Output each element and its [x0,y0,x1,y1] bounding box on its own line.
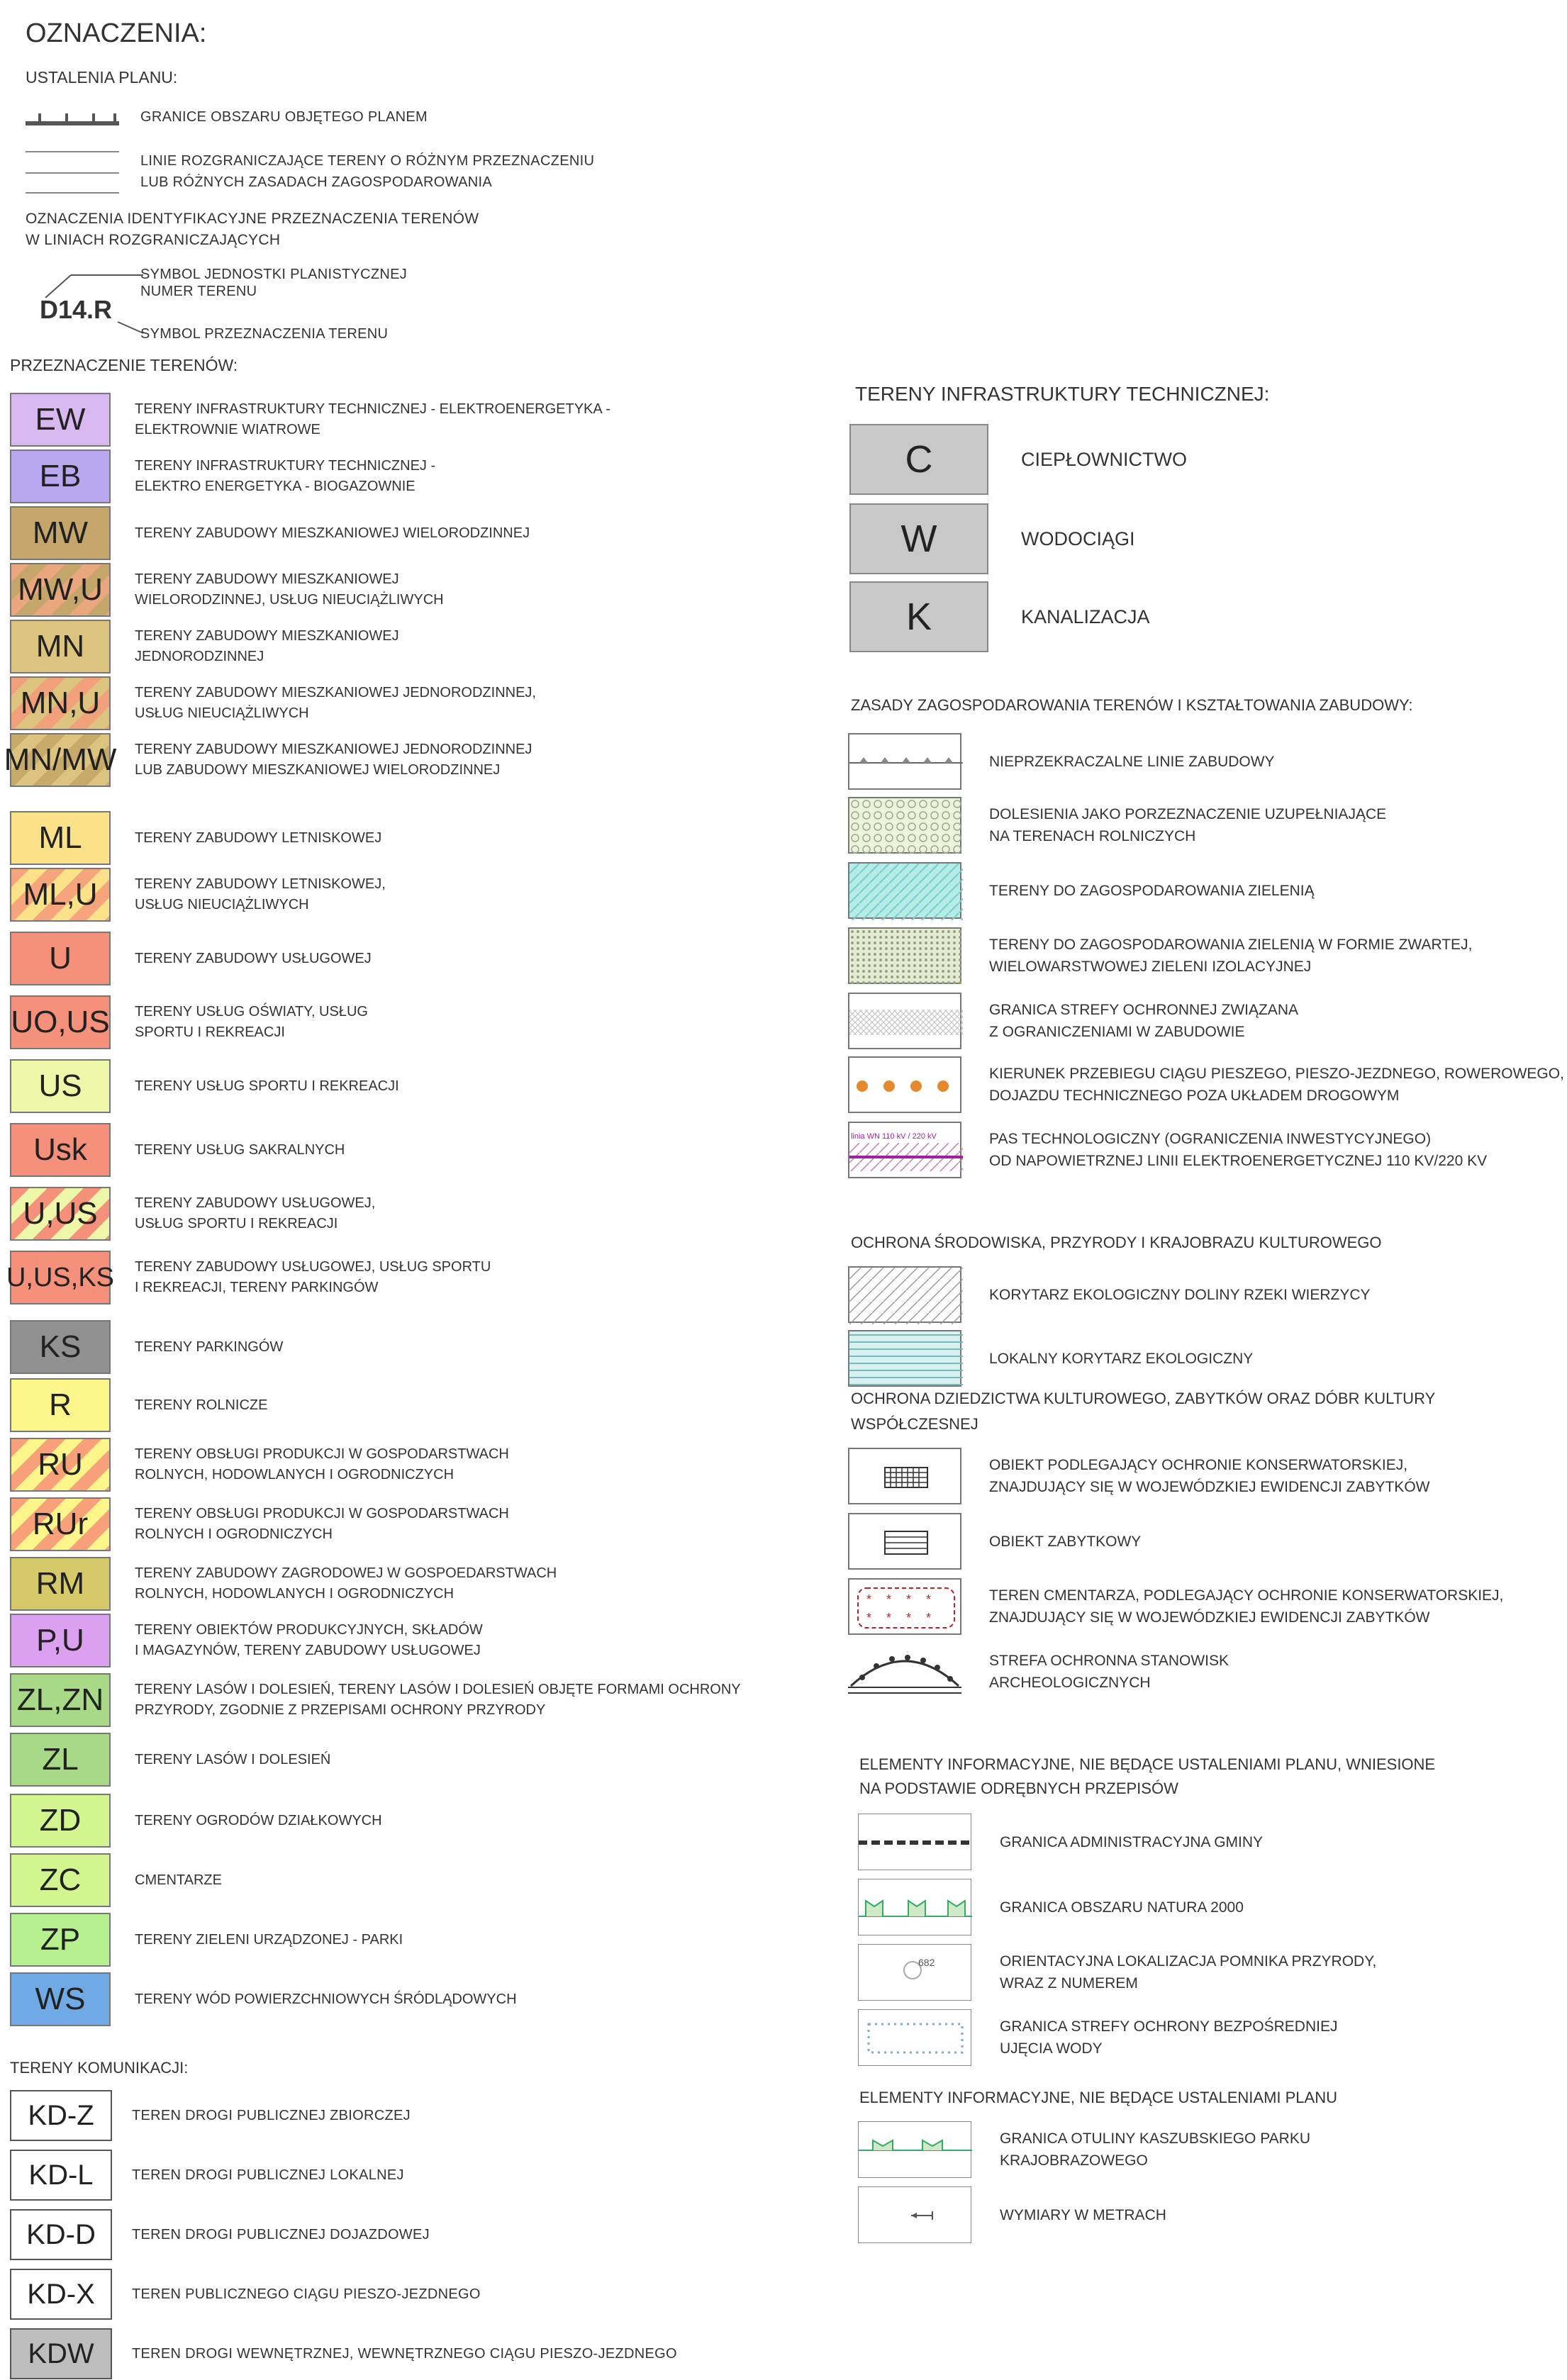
svg-text:*: * [906,1592,912,1607]
svg-text:*: * [866,1611,872,1625]
symbol-jednostki-label: SYMBOL JEDNOSTKI PLANISTYCZNEJ [140,267,408,282]
landuse-label: TERENY LASÓW I DOLESIEŃ [135,1751,331,1767]
svg-text:*: * [866,1592,872,1607]
swatch-uo-us: UO,US [10,995,111,1049]
infra-label: WODOCIĄGI [1021,527,1135,549]
ustalenia-heading: USTALENIA PLANU: [26,68,178,86]
landuse-label: TERENY OGRODÓW DZIAŁKOWYCH [135,1812,382,1828]
swatch-ew: EW [10,393,111,447]
swatch-rur: RUr [10,1497,111,1551]
swatch-ws: WS [10,1972,111,2026]
korytarz-lokalny-label: LOKALNY KORYTARZ EKOLOGICZNY [989,1350,1254,1367]
informacyjne-heading-2: NA PODSTAWIE ODRĘBNYCH PRZEPISÓW [859,1780,1178,1797]
landuse-label: TERENY ZABUDOWY MIESZKANIOWEJ JEDNORODZINNEJ [135,628,399,664]
swatch-zl-zn: ZL,ZN [10,1673,111,1727]
przeznaczenie-heading: PRZEZNACZENIE TERENÓW: [10,356,238,374]
oznaczenia-label-1: OZNACZENIA IDENTYFIKACYJNE PRZEZNACZENIA TERENÓW [26,211,479,227]
komunikacja-heading: TERENY KOMUNIKACJI: [10,2059,189,2077]
swatch-eb: EB [10,449,111,503]
monument-icon [858,1944,971,2001]
svg-text:*: * [906,1611,912,1625]
landuse-label: TERENY INFRASTRUKTURY TECHNICZNEJ - ELEKTROENERGETYKA - ELEKTROWNIE WIATROWE [135,401,610,437]
swatch-kd-x: KD-X [10,2269,112,2320]
landuse-label: TERENY ZABUDOWY USŁUGOWEJ [135,950,372,966]
informacyjne-heading-1: ELEMENTY INFORMACYJNE, NIE BĘDĄCE USTALENIAMI PLANU, WNIESIONE [859,1755,1436,1773]
swatch-kdw: KDW [10,2328,112,2379]
elementy-heading: ELEMENTY INFORMACYJNE, NIE BĘDĄCE USTALENIAMI PLANU [859,2089,1337,2106]
landuse-label: TERENY ZABUDOWY MIESZKANIOWEJ JEDNORODZINNEJ, USŁUG NIEUCIĄŻLIWYCH [135,685,536,721]
ochrona-srodowiska-heading: OCHRONA ŚRODOWISKA, PRZYRODY I KRAJOBRAZU KULTUROWEGO [851,1234,1382,1251]
swatch-kd-z: KD-Z [10,2090,112,2141]
landuse-label: TERENY PARKINGÓW [135,1339,284,1355]
zasady-label: PAS TECHNOLOGICZNY (OGRANICZENIA INWESTYCYJNEGO) OD NAPOWIETRZNEJ LINII ELEKTROENERGETYCZNEJ 110 KV/220 KV [989,1131,1488,1169]
swatch-mw: MW [10,506,111,560]
lines-object-icon [848,1513,961,1570]
landuse-label: TERENY WÓD POWIERZCHNIOWYCH ŚRÓDLĄDOWYCH [135,1991,517,2007]
example-code: D14.R [40,295,113,324]
landuse-label: CMENTARZE [135,1872,222,1888]
infra-box-c: C [849,424,988,495]
svg-text:*: * [886,1611,892,1625]
swatch-zl: ZL [10,1733,111,1787]
teal-hatch-pattern [848,862,961,919]
swatch-ml-u: ML,U [10,868,111,922]
landuse-label: TERENY ZABUDOWY LETNISKOWEJ [135,829,382,846]
horizontal-lines-pattern [848,1330,961,1387]
swatch-kd-l: KD-L [10,2150,112,2201]
infra-label: CIEPŁOWNICTWO [1021,448,1187,470]
landuse-label: TERENY ROLNICZE [135,1397,268,1413]
infra-box-w: W [849,503,988,574]
dense-green-pattern [848,927,961,984]
landuse-label: TERENY ZABUDOWY MIESZKANIOWEJ WIELORODZINNEJ [135,525,530,541]
zasady-label: TERENY DO ZAGOSPODAROWANIA ZIELENIĄ [989,882,1315,899]
dimension-icon [858,2186,971,2243]
landuse-label: TERENY USŁUG SPORTU I REKREACJI [135,1078,399,1094]
landuse-label: TERENY ZIELENI URZĄDZONEJ - PARKI [135,1931,403,1948]
water-zone-icon [858,2009,971,2066]
zasady-label: GRANICA STREFY OCHRONNEJ ZWIĄZANA Z OGRANICZENIAMI W ZABUDOWIE [989,1002,1298,1040]
linie-label-2: LUB RÓŻNYCH ZASADACH ZAGOSPODAROWANIA [140,174,492,190]
ochrona_dziedzictwa-label: STREFA OCHRONNA STANOWISK ARCHEOLOGICZNYCH [989,1653,1229,1691]
informacyjne-label: GRANICA OBSZARU NATURA 2000 [1000,1899,1244,1916]
dividing-lines-symbol [26,149,119,196]
infra-box-k: K [849,581,988,652]
swatch-usk: Usk [10,1123,111,1177]
svg-text:*: * [886,1592,892,1607]
informacyjne-label: GRANICA ADMINISTRACYJNA GMINY [1000,1833,1264,1850]
swatch-mn-u: MN,U [10,676,111,730]
gray-crosshatch-pattern [848,993,961,1049]
landuse-label: TERENY INFRASTRUKTURY TECHNICZNEJ - ELEKTRO ENERGETYKA - BIOGAZOWNIE [135,458,436,494]
landuse-label: TERENY LASÓW I DOLESIEŃ, TERENY LASÓW I DOLESIEŃ OBJĘTE FORMAMI OCHRONY PRZYRODY, ZGODNIE Z PRZEPISAMI OCHRONY PRZYRODY [135,1682,741,1718]
korytarz-doliny-label: KORYTARZ EKOLOGICZNY DOLINY RZEKI WIERZYCY [989,1286,1371,1303]
linie-label-1: LINIE ROZGRANICZAJĄCE TERENY O RÓŻNYM PRZEZNACZENIU [140,153,595,169]
landuse-label: TERENY ZABUDOWY LETNISKOWEJ, USŁUG NIEUCIĄŻLIWYCH [135,876,386,912]
cemetery-icon [848,1578,961,1635]
zasady-heading: ZASADY ZAGOSPODAROWANIA TERENÓW I KSZTAŁTOWANIA ZABUDOWY: [851,696,1413,714]
landuse-label: TERENY ZABUDOWY USŁUGOWEJ, USŁUG SPORTU I REKREACJI [135,1195,376,1231]
monument-number: 682 [918,1957,935,1968]
komunikacja-label: TEREN DROGI PUBLICZNEJ LOKALNEJ [132,2167,404,2183]
grid-object-icon [848,1448,961,1504]
informacyjne-label: ORIENTACYJNA LOKALIZACJA POMNIKA PRZYRODY, WRAZ Z NUMEREM [1000,1953,1377,1991]
symbol-przeznaczenia-label: SYMBOL PRZEZNACZENIA TERENU [140,326,389,342]
swatch-u-us-ks: U,US,KS [10,1251,111,1304]
swatch-u: U [10,932,111,985]
swatch-mn-mw: MN/MW [10,733,111,787]
landuse-label: TERENY ZABUDOWY USŁUGOWEJ, USŁUG SPORTU I REKREACJI, TERENY PARKINGÓW [135,1259,491,1295]
komunikacja-label: TEREN DROGI WEWNĘTRZNEJ, WEWNĘTRZNEGO CIĄGU PIESZO-JEZDNEGO [132,2346,677,2362]
powerline-pattern [848,1122,961,1178]
landuse-label: TERENY OBIEKTÓW PRODUKCYJNYCH, SKŁADÓW I MAGAZYNÓW, TERENY ZABUDOWY USŁUGOWEJ [135,1622,483,1658]
informacyjne-label: GRANICA STREFY OCHRONY BEZPOŚREDNIEJ UJĘCIA WODY [1000,2018,1338,2057]
building-line-pattern [848,733,961,790]
komunikacja-label: TEREN PUBLICZNEGO CIĄGU PIESZO-JEZDNEGO [132,2286,481,2302]
page-title: OZNACZENIA: [26,18,207,48]
swatch-kd-d: KD-D [10,2209,112,2260]
swatch-zp: ZP [10,1913,111,1967]
granice-label: GRANICE OBSZARU OBJĘTEGO PLANEM [140,109,428,125]
svg-text:*: * [926,1592,932,1607]
infrastruktura-heading: TERENY INFRASTRUKTURY TECHNICZNEJ: [855,383,1270,405]
landuse-label: TERENY USŁUG OŚWIATY, USŁUG SPORTU I REKREACJI [135,1004,368,1040]
zasady-label: NIEPRZEKRACZALNE LINIE ZABUDOWY [989,753,1275,770]
zasady-label: DOLESIENIA JAKO PORZEZNACZENIE UZUPEŁNIAJĄCE NA TERENACH ROLNICZYCH [989,806,1387,844]
ochrona-dziedzictwa-heading-2: WSPÓŁCZESNEJ [851,1415,978,1433]
swatch-zc: ZC [10,1853,111,1907]
diagonal-hatch-pattern [848,1266,961,1323]
zasady-label: TERENY DO ZAGOSPODAROWANIA ZIELENIĄ W FORMIE ZWARTEJ, WIELOWARSTWOWEJ ZIELENI IZOLACYJNEJ [989,937,1473,975]
powerline-sample-text: linia WN 110 kV / 220 kV [851,1132,937,1141]
landuse-label: TERENY OBSŁUGI PRODUKCJI W GOSPODARSTWACH ROLNYCH, HODOWLANYCH I OGRODNICZYCH [135,1446,509,1482]
swatch-ru: RU [10,1438,111,1492]
swatch-u-us: U,US [10,1187,111,1241]
circles-pattern [848,797,961,854]
oznaczenia-label-2: W LINIACH ROZGRANICZAJĄCYCH [26,232,281,248]
archaeology-icon [848,1643,961,1700]
swatch-ks: KS [10,1320,111,1374]
landuse-label: TERENY ZABUDOWY MIESZKANIOWEJ JEDNORODZINNEJ LUB ZABUDOWY MIESZKANIOWEJ WIELORODZINNEJ [135,742,532,778]
komunikacja-label: TEREN DROGI PUBLICZNEJ ZBIORCZEJ [132,2108,411,2123]
zasady-label: KIERUNEK PRZEBIEGU CIĄGU PIESZEGO, PIESZO-JEZDNEGO, ROWEROWEGO, DOJAZDU TECHNICZNEGO POZA UKŁADEM DROGOWYM [989,1066,1564,1104]
plan-boundary-symbol [26,108,119,129]
ochrona-dziedzictwa-heading-1: OCHRONA DZIEDZICTWA KULTUROWEGO, ZABYTKÓW ORAZ DÓBR KULTURY [851,1390,1436,1407]
swatch-mn: MN [10,620,111,674]
elementy-label: WYMIARY W METRACH [1000,2206,1166,2223]
swatch-r: R [10,1378,111,1432]
landuse-label: TERENY ZABUDOWY ZAGRODOWEJ W GOSPOEDARSTWACH ROLNYCH, HODOWLANYCH I OGRODNICZYCH [135,1565,557,1602]
komunikacja-label: TEREN DROGI PUBLICZNEJ DOJAZDOWEJ [132,2227,430,2242]
landuse-label: TERENY OBSŁUGI PRODUKCJI W GOSPODARSTWACH ROLNYCH I OGRODNICZYCH [135,1506,509,1542]
swatch-ml: ML [10,811,111,865]
ochrona_dziedzictwa-label: OBIEKT ZABYTKOWY [989,1533,1142,1550]
swatch-mw-u: MW,U [10,563,111,617]
ochrona_dziedzictwa-label: OBIEKT PODLEGAJĄCY OCHRONIE KONSERWATORSKIEJ, ZNAJDUJĄCY SIĘ W WOJEWÓDZKIEJ EWIDENCJI ZABYTKÓW [989,1457,1430,1495]
orange-dots-pattern [848,1056,961,1113]
elementy-label: GRANICA OTULINY KASZUBSKIEGO PARKU KRAJOBRAZOWEGO [1000,2130,1310,2169]
ochrona_dziedzictwa-label: TEREN CMENTARZA, PODLEGAJĄCY OCHRONIE KONSERWATORSKIEJ, ZNAJDUJĄCY SIĘ W WOJEWÓDZKIEJ EWIDENCJI ZABYTKÓW [989,1587,1504,1626]
swatch-rm: RM [10,1557,111,1611]
svg-text:*: * [926,1611,932,1625]
admin-border-icon [858,1814,971,1870]
swatch-us: US [10,1059,111,1113]
swatch-zd: ZD [10,1794,111,1848]
park-buffer-icon [858,2121,971,2178]
landuse-label: TERENY USŁUG SAKRALNYCH [135,1141,345,1158]
swatch-p-u: P,U [10,1614,111,1667]
infra-label: KANALIZACJA [1021,605,1150,627]
landuse-label: TERENY ZABUDOWY MIESZKANIOWEJ WIELORODZINNEJ, USŁUG NIEUCIĄŻLIWYCH [135,571,444,608]
natura-border-icon [858,1879,971,1935]
numer-terenu-label: NUMER TERENU [140,284,257,299]
